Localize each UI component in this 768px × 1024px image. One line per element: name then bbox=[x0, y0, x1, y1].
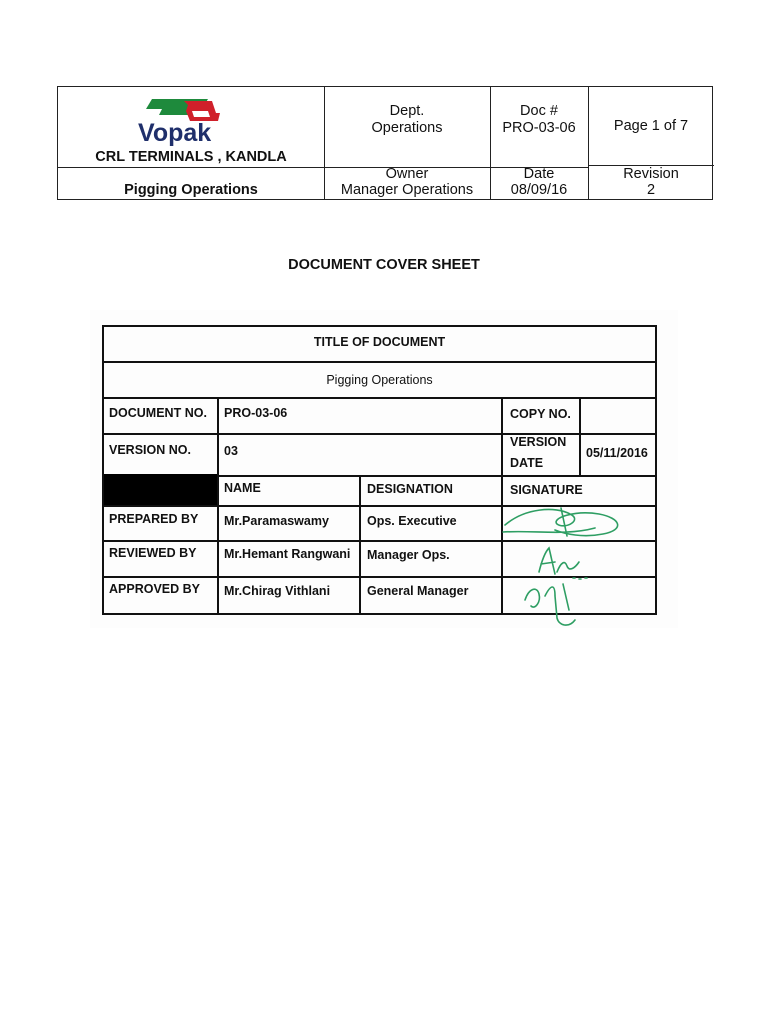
approved-by-designation: General Manager bbox=[367, 584, 469, 598]
divider bbox=[104, 433, 655, 435]
logo-text: Vopak bbox=[138, 119, 212, 147]
vopak-logo bbox=[134, 89, 244, 149]
owner-value: Manager Operations bbox=[340, 182, 474, 198]
form-title-value: Pigging Operations bbox=[326, 373, 433, 387]
revision-value: 2 bbox=[646, 182, 656, 198]
divider bbox=[579, 397, 581, 476]
signature-stroke bbox=[563, 584, 569, 610]
divider bbox=[359, 475, 361, 613]
column-header-name: NAME bbox=[224, 481, 261, 495]
reviewed-by-label: REVIEWED BY bbox=[109, 546, 197, 560]
document-header-table bbox=[57, 86, 713, 200]
divider bbox=[104, 361, 655, 363]
column-header-designation: DESIGNATION bbox=[367, 482, 453, 496]
version-no-label: VERSION NO. bbox=[109, 443, 191, 457]
revision-label: Revision bbox=[623, 166, 679, 182]
signature-stroke bbox=[539, 548, 579, 574]
version-date-label: DATE bbox=[510, 456, 544, 470]
copy-no-label: COPY NO. bbox=[510, 407, 571, 421]
document-no-label: DOCUMENT NO. bbox=[109, 406, 207, 420]
doc-number-label: Doc # bbox=[520, 103, 558, 119]
doc-number-value: PRO-03-06 bbox=[502, 120, 576, 136]
reviewed-by-name: Mr.Hemant Rangwani bbox=[224, 547, 351, 561]
divider bbox=[501, 397, 503, 476]
date-value: 08/09/16 bbox=[510, 182, 568, 198]
reviewed-by-designation: Manager Ops. bbox=[367, 548, 450, 562]
approved-by-label: APPROVED BY bbox=[109, 582, 200, 596]
logo-white-cut bbox=[192, 111, 210, 117]
version-date-label: VERSION bbox=[510, 435, 567, 449]
prepared-by-label: PREPARED BY bbox=[109, 512, 199, 526]
date-label: Date bbox=[523, 166, 555, 182]
version-date-value: 05/11/2016 bbox=[586, 446, 648, 460]
divider bbox=[217, 397, 219, 613]
prepared-by-name: Mr.Paramaswamy bbox=[224, 514, 329, 528]
document-no-value: PRO-03-06 bbox=[224, 406, 288, 420]
version-no-value: 03 bbox=[224, 444, 238, 458]
redacted-cell bbox=[104, 474, 217, 505]
prepared-by-designation: Ops. Executive bbox=[367, 514, 457, 528]
dept-value: Operations bbox=[371, 120, 443, 136]
cover-sheet-title: DOCUMENT COVER SHEET bbox=[288, 257, 480, 273]
owner-label: Owner bbox=[385, 166, 429, 182]
divider bbox=[104, 397, 655, 399]
signature-stroke bbox=[573, 578, 587, 579]
column-header-signature: SIGNATURE bbox=[510, 483, 583, 497]
signatures-ink bbox=[495, 500, 645, 630]
document-title: Pigging Operations bbox=[124, 182, 258, 198]
dept-label: Dept. bbox=[389, 103, 425, 119]
form-title-label: TITLE OF DOCUMENT bbox=[313, 335, 446, 349]
company-name: CRL TERMINALS , KANDLA bbox=[95, 149, 287, 165]
approved-by-name: Mr.Chirag Vithlani bbox=[224, 584, 331, 598]
page-number: Page 1 of 7 bbox=[613, 118, 689, 134]
